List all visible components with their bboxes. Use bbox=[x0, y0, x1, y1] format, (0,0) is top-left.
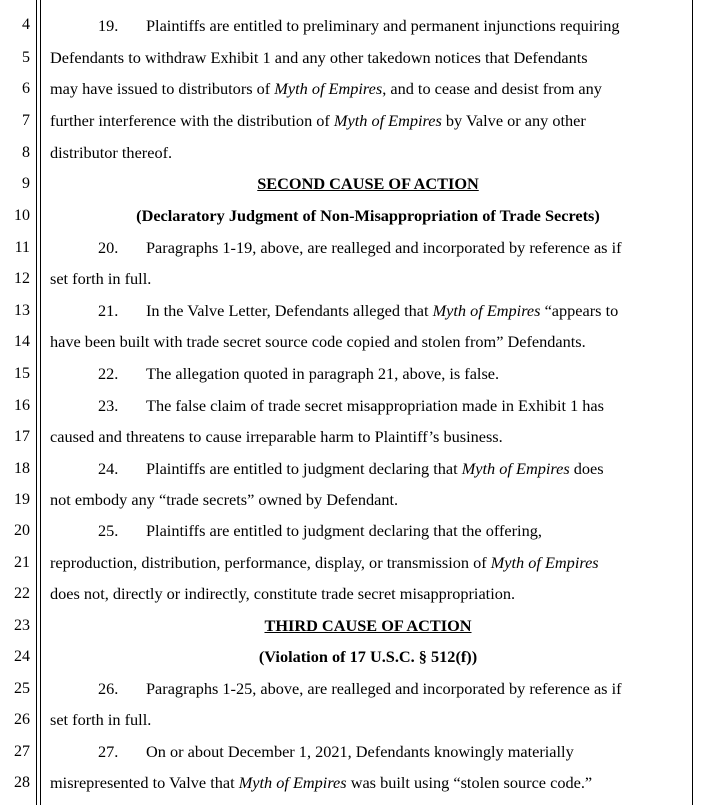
paragraph-line: distributor thereof. bbox=[50, 143, 173, 162]
paragraph-number: 22. bbox=[98, 364, 119, 383]
paragraph-line: further interference with the distribution of Myth of Empires by Valve or any other bbox=[50, 111, 586, 130]
line-number: 4 bbox=[22, 16, 30, 33]
line-number: 9 bbox=[22, 175, 30, 192]
paragraph-number: 23. bbox=[98, 396, 119, 415]
line-number: 24 bbox=[14, 648, 30, 665]
paragraph-line: not embody any “trade secrets” owned by Defendant. bbox=[50, 490, 399, 509]
paragraph-number: 20. bbox=[98, 238, 119, 257]
line-number: 20 bbox=[14, 522, 30, 539]
line-number: 25 bbox=[14, 680, 30, 697]
title-italic: Myth of Empires bbox=[490, 553, 599, 572]
paragraph-line: 24. Plaintiffs are entitled to judgment declaring that Myth of Empires does bbox=[98, 459, 604, 478]
line-number: 10 bbox=[14, 207, 30, 224]
paragraph-line: does not, directly or indirectly, constitute trade secret misappropriation. bbox=[50, 584, 516, 603]
title-italic: Myth of Empires bbox=[274, 79, 383, 98]
paragraph-line: 25. Plaintiffs are entitled to judgment declaring that the offering, bbox=[98, 521, 542, 540]
section-heading: THIRD CAUSE OF ACTION bbox=[264, 616, 472, 635]
line-number: 5 bbox=[22, 49, 30, 66]
paragraph-line: set forth in full. bbox=[50, 269, 152, 288]
title-italic: Myth of Empires bbox=[238, 773, 347, 792]
paragraph-number: 27. bbox=[98, 742, 119, 761]
section-subheading: (Violation of 17 U.S.C. § 512(f)) bbox=[258, 647, 478, 666]
line-number: 17 bbox=[14, 428, 30, 445]
line-number: 13 bbox=[14, 302, 30, 319]
line-number: 23 bbox=[14, 617, 30, 634]
line-number: 8 bbox=[22, 144, 30, 161]
paragraph-line: may have issued to distributors of Myth of Empires, and to cease and desist from any bbox=[50, 79, 602, 98]
paragraph-number: 24. bbox=[98, 459, 119, 478]
line-number: 6 bbox=[22, 80, 30, 97]
margin-rule-left-outer bbox=[36, 0, 37, 805]
paragraph-line: Defendants to withdraw Exhibit 1 and any other takedown notices that Defendants bbox=[50, 48, 588, 67]
paragraph-line: set forth in full. bbox=[50, 710, 152, 729]
line-number: 15 bbox=[14, 365, 30, 382]
paragraph-number: 21. bbox=[98, 301, 119, 320]
section-heading: SECOND CAUSE OF ACTION bbox=[257, 174, 479, 193]
paragraph-number: 25. bbox=[98, 521, 119, 540]
line-number: 12 bbox=[14, 270, 30, 287]
paragraph-line: 19. Plaintiffs are entitled to preliminary and permanent injunctions requiring bbox=[98, 16, 620, 35]
paragraph-number: 26. bbox=[98, 679, 119, 698]
line-number: 21 bbox=[14, 554, 30, 571]
line-number: 28 bbox=[14, 774, 30, 791]
line-number: 27 bbox=[14, 743, 30, 760]
line-number: 16 bbox=[14, 397, 30, 414]
paragraph-line: 23. The false claim of trade secret misappropriation made in Exhibit 1 has bbox=[98, 396, 604, 415]
title-italic: Myth of Empires bbox=[432, 301, 541, 320]
line-number: 11 bbox=[14, 239, 30, 256]
line-number: 22 bbox=[14, 585, 30, 602]
line-number: 14 bbox=[14, 333, 30, 350]
paragraph-line: have been built with trade secret source code copied and stolen from” Defendants. bbox=[50, 332, 586, 351]
line-number: 19 bbox=[14, 491, 30, 508]
line-number: 7 bbox=[22, 112, 30, 129]
margin-rule-left-inner bbox=[40, 0, 41, 805]
paragraph-line: 27. On or about December 1, 2021, Defendants knowingly materially bbox=[98, 742, 574, 761]
paragraph-line: 22. The allegation quoted in paragraph 21, above, is false. bbox=[98, 364, 500, 383]
paragraph-line: misrepresented to Valve that Myth of Empires was built using “stolen source code.” bbox=[50, 773, 593, 792]
line-number: 18 bbox=[14, 460, 30, 477]
paragraph-number: 19. bbox=[98, 16, 119, 35]
section-subheading: (Declaratory Judgment of Non-Misappropriation of Trade Secrets) bbox=[136, 206, 600, 225]
paragraph-line: 26. Paragraphs 1-25, above, are realleged and incorporated by reference as if bbox=[98, 679, 622, 698]
line-number: 26 bbox=[14, 711, 30, 728]
paragraph-line: 21. In the Valve Letter, Defendants alleged that Myth of Empires “appears to bbox=[98, 301, 619, 320]
paragraph-line: reproduction, distribution, performance, display, or transmission of Myth of Empires bbox=[50, 553, 599, 572]
title-italic: Myth of Empires bbox=[333, 111, 442, 130]
title-italic: Myth of Empires bbox=[461, 459, 570, 478]
paragraph-line: caused and threatens to cause irreparable harm to Plaintiff’s business. bbox=[50, 427, 503, 446]
paragraph-line: 20. Paragraphs 1-19, above, are realleged and incorporated by reference as if bbox=[98, 238, 622, 257]
